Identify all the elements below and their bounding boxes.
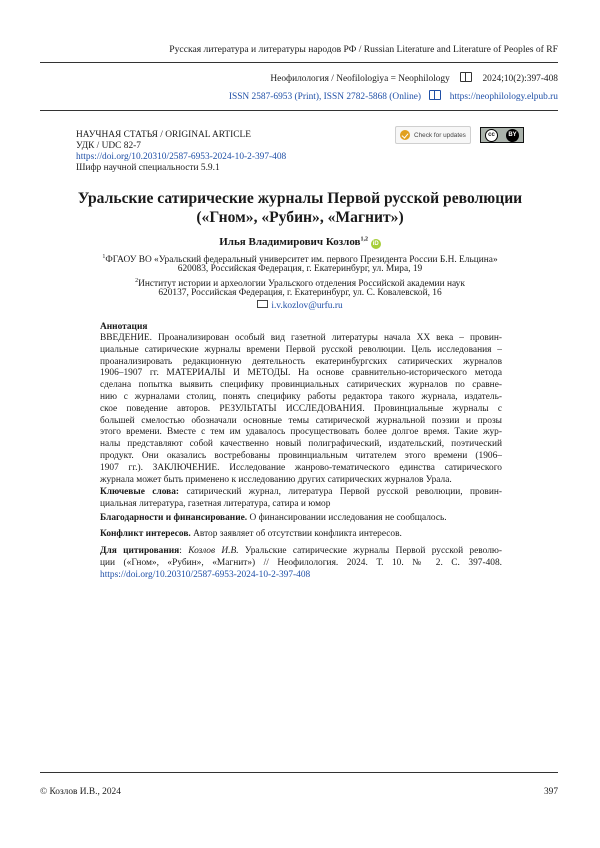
journal-line bbox=[270, 72, 558, 84]
author-line bbox=[60, 236, 540, 249]
abstract-line: 1906–1907 гг. МАТЕРИАЛЫ И МЕТОДЫ. На основе сравнительно-исторического метода bbox=[100, 368, 502, 379]
abstract-line: ское поведение авторов. РЕЗУЛЬТАТЫ ИССЛЕДОВАНИЯ. Провинциальные журналы с bbox=[100, 403, 502, 414]
abstract-line: большей смелостью обозначали основные темы сатирической журнальной поэзии и прозы bbox=[100, 415, 502, 426]
article-title bbox=[60, 189, 540, 227]
header-rule bbox=[40, 62, 558, 63]
check-icon bbox=[400, 130, 410, 140]
book-icon bbox=[460, 72, 472, 82]
by-icon: BY bbox=[506, 129, 519, 142]
title-line-1: Уральские сатирические журналы Первой русской революции bbox=[77, 190, 523, 207]
mail-icon bbox=[257, 300, 268, 308]
conflict-text: Автор заявляет об отсутствии конфликта интересов. bbox=[190, 529, 402, 539]
keywords-line-2: циальная литература, газетная литература, сатира и юмор bbox=[100, 498, 331, 509]
citation-label: Для цитирования bbox=[100, 546, 180, 556]
abstract-line: налы представляют собой качественно новый полиграфический, издательский, поэтический bbox=[100, 439, 502, 450]
abstract-line: журнала может быть применено к исследованию других сатирических журналов Урала. bbox=[100, 474, 452, 485]
keywords bbox=[100, 487, 502, 511]
abstract-line: этого времени. Вместе с тем им удавалось просуществовать более долгое время. Такие жур- bbox=[100, 427, 502, 438]
author-affil-sup: 1,2 bbox=[360, 236, 368, 243]
check-updates-label: Check for updates bbox=[414, 131, 466, 139]
udk: УДК / UDC 82-7 bbox=[76, 141, 141, 151]
issn: ISSN 2587-6953 (Print), ISSN 2782-5868 (Online) bbox=[228, 92, 422, 102]
specialty-code: Шифр научной специальности 5.9.1 bbox=[76, 163, 220, 173]
keywords-line-1: сатирический журнал, литература Первой русской революции, провин- bbox=[179, 487, 502, 497]
abstract-heading: Аннотация bbox=[100, 322, 148, 332]
abstract-line: сделана попытка выявить специфику провинциальных сатирических журналов по сравне- bbox=[100, 380, 502, 391]
affiliation-1-address: 620083, Российская Федерация, г. Екатеринбург, ул. Мира, 19 bbox=[177, 264, 423, 274]
header-rule-2 bbox=[40, 110, 558, 111]
copyright: © Козлов И.В., 2024 bbox=[40, 787, 121, 797]
email-line bbox=[60, 300, 540, 313]
affiliation-2: $^2$Институт истории и археологии Уральского отделения Российской академии наук bbox=[135, 278, 465, 290]
citation: Для цитирования: Козлов И.В. Уральские сатирические журналы Первой русской револю- ции («Гном», «Рубин», «Магнит») // Неофилология. 2024. Т. 10. № 2. С. 397-408. https://doi.org/10.20310/2587-6953-2024-10-2-397-408 bbox=[100, 546, 503, 580]
affiliation-2-address: 620137, Российская Федерация, г. Екатеринбург, ул. С. Ковалевской, 16 bbox=[158, 288, 442, 298]
abstract-line: нию с журналами столиц, понять специфику работы редактора такого журнала, издатель- bbox=[100, 391, 502, 402]
book-icon bbox=[429, 90, 441, 100]
orcid-icon[interactable]: iD bbox=[372, 241, 379, 247]
abstract-text bbox=[100, 333, 502, 486]
citation-line-1: Уральские сатирические журналы Первой русской револю- bbox=[238, 546, 503, 556]
cc-by-license-badge[interactable] bbox=[480, 127, 524, 143]
citation-doi-link[interactable]: https://doi.org/10.20310/2587-6953-2024-10-2-397-408 bbox=[100, 569, 311, 580]
abstract-line: проанализировать редакционную деятельность екатеринбургских сатирических журналов bbox=[100, 356, 502, 367]
conflict-label: Конфликт интересов. bbox=[100, 529, 191, 539]
cc-icon: cc bbox=[485, 129, 498, 142]
journal-name: Неофилология / Neofilologiya = Neophilology bbox=[270, 74, 450, 84]
running-title: Русская литература и литературы народов РФ / Russian Literature and Literature of Peoples of RF bbox=[169, 44, 558, 55]
title-line-2: («Гном», «Рубин», «Магнит») bbox=[196, 209, 404, 226]
abstract-line: циальные сатирические журналы времени Первой русской революции. Цель исследования – bbox=[100, 344, 502, 355]
author-name: Илья Владимирович Козлов bbox=[219, 236, 361, 248]
conflict-of-interest bbox=[100, 529, 502, 541]
doi-link[interactable]: https://doi.org/10.20310/2587-6953-2024-10-2-397-408 bbox=[76, 152, 287, 162]
funding-label: Благодарности и финансирование. bbox=[100, 513, 248, 523]
journal-site-link[interactable]: https://neophilology.elpub.ru bbox=[449, 92, 558, 102]
article-type: НАУЧНАЯ СТАТЬЯ / ORIGINAL ARTICLE bbox=[76, 130, 251, 140]
page-number: 397 bbox=[543, 787, 558, 797]
footer-rule bbox=[40, 772, 558, 773]
keywords-label: Ключевые слова: bbox=[100, 487, 180, 497]
funding-text: О финансировании исследования не сообщалось. bbox=[247, 513, 447, 523]
email-link[interactable]: i.v.kozlov@urfu.ru bbox=[271, 301, 343, 311]
issn-line bbox=[229, 90, 558, 102]
abstract-line: ВВЕДЕНИЕ. Проанализирован особый вид газетной литературы начала XX века – провин- bbox=[100, 333, 502, 343]
citation-line-2: ции («Гном», «Рубин», «Магнит») // Неофилология. 2024. Т. 10. № 2. С. 397-408. bbox=[100, 557, 502, 568]
abstract-line: 1907 гг.). ЗАКЛЮЧЕНИЕ. Исследование жанрово-тематического единства сатирического bbox=[100, 462, 502, 473]
citation-author: Козлов И.В. bbox=[188, 546, 239, 556]
affiliation-1: $^1$ФГАОУ ВО «Уральский федеральный университет им. первого Президента России Б.Н. Ельцина» bbox=[102, 254, 498, 266]
check-for-updates-badge[interactable] bbox=[395, 126, 471, 144]
journal-volume: 2024;10(2):397-408 bbox=[482, 74, 558, 84]
abstract-line: продукт. Они оказались востребованы провинциальным читателем этого времени (1906– bbox=[100, 450, 502, 461]
funding bbox=[100, 513, 502, 525]
